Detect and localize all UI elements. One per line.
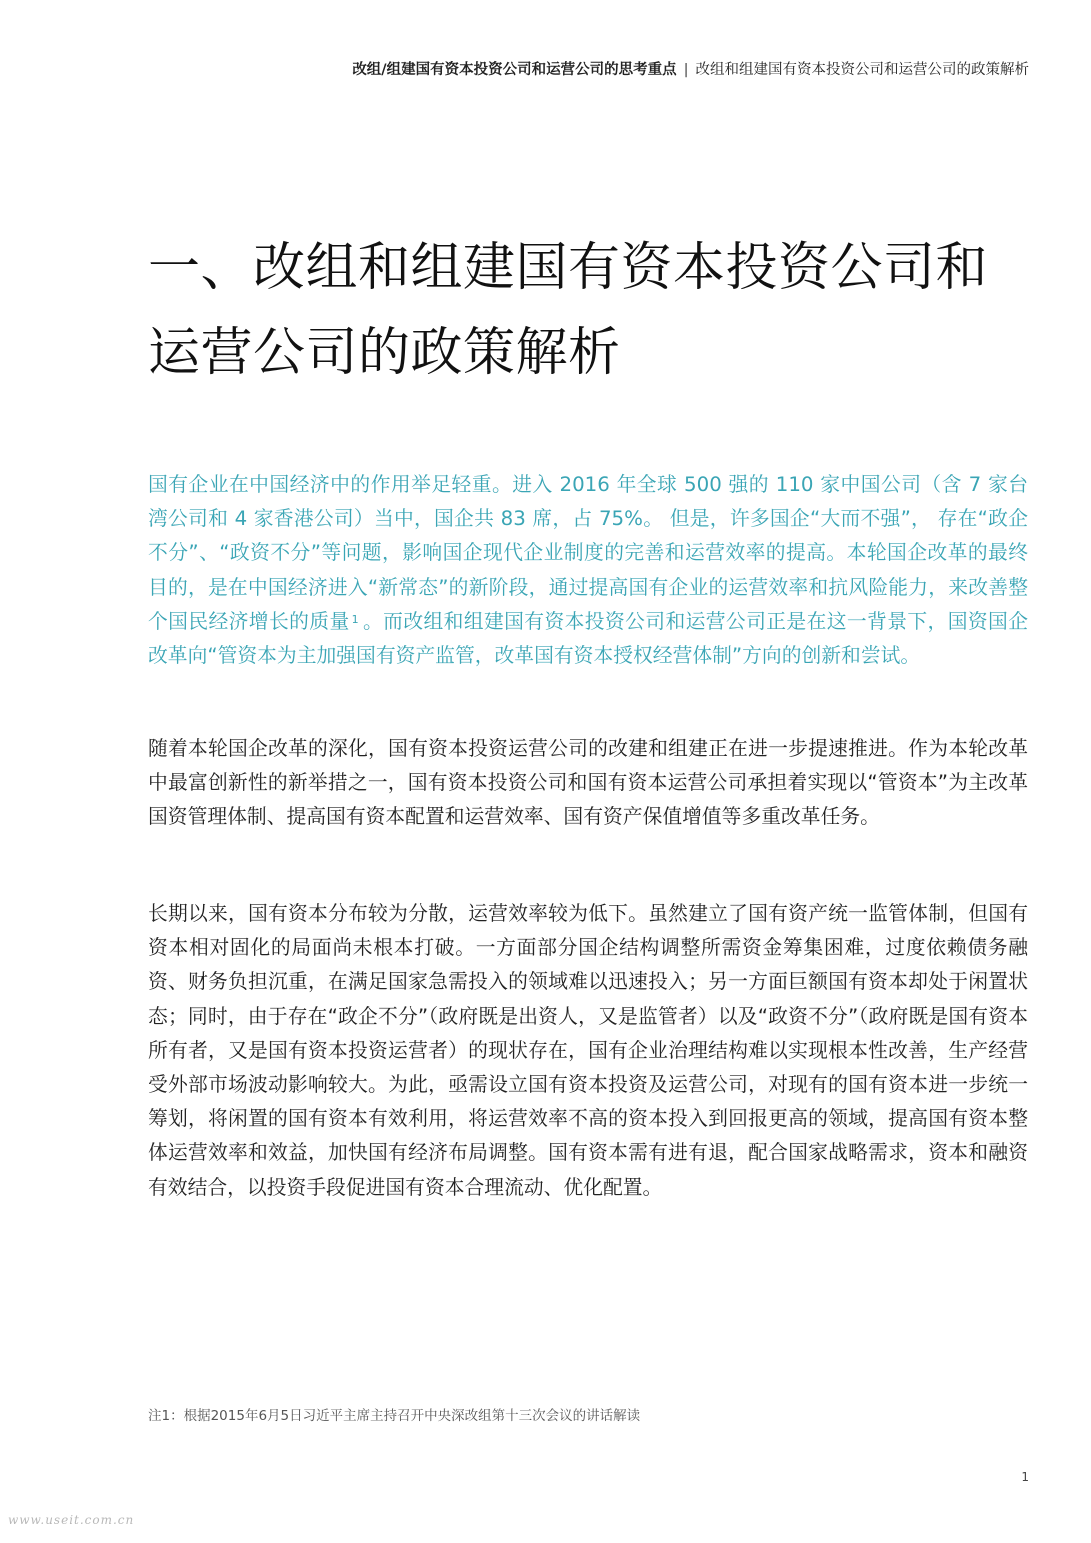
intro-text-continued: 。而改组和组建国有资本投资公司和运营公司正是在这一背景下，国资国企改革向“管资本为主加强国有资产监管，改革国有资本授权经营体制”方向的创新和尝试。: [148, 609, 1028, 668]
page-number: 1: [1021, 1470, 1029, 1484]
body-paragraph-2: 长期以来，国有资本分布较为分散，运营效率较为低下。虽然建立了国有资产统一监管体制，但国有资本相对固化的局面尚未根本打破。一方面部分国企结构调整所需资金筹集困难，过度依赖债务融资、财务负担沉重，在满足国家急需投入的领域难以迅速投入；另一方面巨额国有资本却处于闲置状态；同时，由于存在“政企不分”（政府既是出资人，又是监管者）以及“政资不分”（政府既是国有资本所有者，又是国有资本投资运营者）的现状存在，国有企业治理结构难以实现根本性改善，生产经营受外部市场波动影响较大。为此，亟需设立国有资本投资及运营公司，对现有的国有资本进一步统一筹划，将闲置的国有资本有效利用，将运营效率不高的资本投入到回报更高的领域，提高国有资本整体运营效率和效益，加快国有经济布局调整。国有资本需有进有退，配合国家战略需求，资本和融资有效结合，以投资手段促进国有资本合理流动、优化配置。: [148, 902, 1028, 1199]
header-chapter-label: 改组和组建国有资本投资公司和运营公司的政策解析: [695, 62, 1029, 78]
header-separator: |: [683, 62, 689, 78]
footnote-reference: 1: [351, 612, 359, 626]
header-section-label: 改组/组建国有资本投资公司和运营公司的思考重点: [352, 62, 677, 78]
intro-text-main: 国有企业在中国经济中的作用举足轻重。进入 2016 年全球 500 强的 110 家中国公司（含 7 家台湾公司和 4 家香港公司）当中，国企共 83 席，占 75%。 但是，许多国企“大而不强”， 存在“政企不分”、“政资不分”等问题，影响国企现代企业制度的完善和运营效率的提高。本轮国企改革的最终目的，是在中国经济进入“新常态”的新阶段，通过提高国有企业的运营效率和抗风险能力，来改善整个国民经济增长的质量: [148, 473, 1028, 633]
footnote: 注1：根据2015年6月5日习近平主席主持召开中央深改组第十三次会议的讲话解读: [148, 1408, 641, 1424]
intro-paragraph: [148, 468, 1028, 673]
body-paragraph-1: 随着本轮国企改革的深化，国有资本投资运营公司的改建和组建正在进一步提速推进。作为本轮改革中最富创新性的新举措之一，国有资本投资公司和国有资本运营公司承担着实现以“管资本”为主改革国资管理体制、提高国有资本配置和运营效率、国有资产保值增值等多重改革任务。: [148, 737, 1028, 829]
page-title: 一、改组和组建国有资本投资公司和运营公司的政策解析: [148, 238, 989, 383]
watermark: www.useit.com.cn: [8, 1513, 135, 1527]
running-header: [352, 60, 1029, 80]
